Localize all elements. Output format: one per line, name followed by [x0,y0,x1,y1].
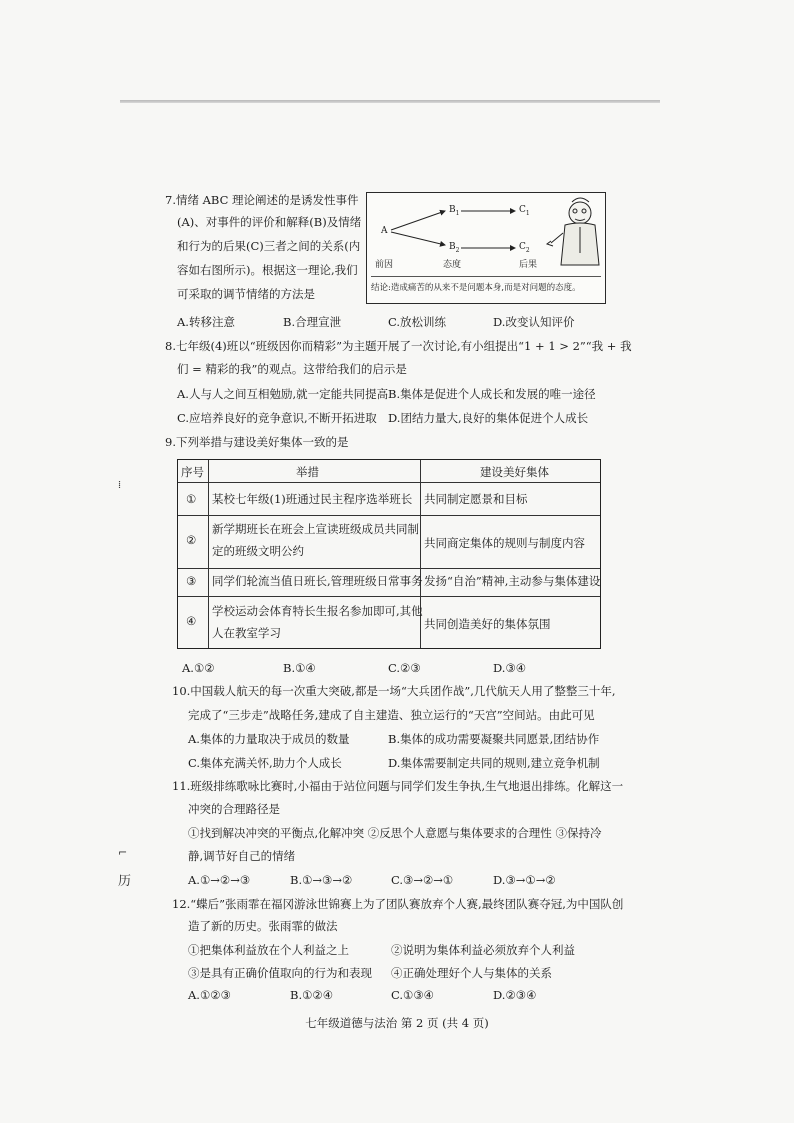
row-goal: 共同商定集体的规则与制度内容 [424,536,585,550]
margin-mark: ⌐ [118,846,128,859]
option-a: A.①→②→③ [188,873,251,887]
row-goal: 共同创造美好的集体氛围 [424,617,551,631]
option-d: D.②③④ [493,988,537,1002]
table-header: 序号 [181,465,204,479]
option-c: C.应培养良好的竞争意识,不断开拓进取 [177,411,377,425]
diagram-label-attitude: 态度 [443,260,462,270]
table-header: 建设美好集体 [480,465,549,479]
option-d: D.集体需要制定共同的规则,建立竞争机制 [388,756,600,770]
measures-table [177,459,601,649]
option-b: B.①④ [283,661,316,675]
option-a: A.①②③ [188,988,231,1002]
diagram-label-c1: $C_1$ [519,205,530,217]
diagram-label-result: 后果 [519,260,538,270]
question-text: 10.中国载人航天的每一次重大突破,都是一场“大兵团作战”,几代航天人用了整整三十年, [172,684,616,698]
question-text: 9.下列举措与建设美好集体一致的是 [165,435,349,449]
diagram-label-cause: 前因 [375,260,394,270]
row-measure: 同学们轮流当值日班长,管理班级日常事务 [212,574,423,588]
question-text: 造了新的历史。张雨霏的做法 [188,919,338,933]
row-measure: 定的班级文明公约 [212,544,304,558]
option-c: C.放松训练 [388,315,447,329]
statement: ③是具有正确价值取向的行为和表现 [188,966,372,980]
statement: ①把集体利益放在个人利益之上 [188,943,349,957]
row-measure: 人在教室学习 [212,626,281,640]
row-measure: 某校七年级(1)班通过民主程序选举班长 [212,492,413,506]
question-text: 和行为的后果(C)三者之间的关系(内 [177,239,361,253]
statement: ②说明为集体利益必须放弃个人利益 [391,943,575,957]
row-number: ④ [186,614,197,628]
table-divider [178,482,600,483]
option-d: D.团结力量大,良好的集体促进个人成长 [388,411,589,425]
question-text: ①找到解决冲突的平衡点,化解冲突 ②反思个人意愿与集体要求的合理性 ③保持冷 [188,826,602,840]
question-text: 可采取的调节情绪的方法是 [177,287,315,301]
option-b: B.①→③→② [290,873,353,887]
option-b: B.集体是促进个人成长和发展的唯一途径 [388,387,596,401]
top-rule [120,100,660,103]
question-text: 8.七年级(4)班以“班级因你而精彩”为主题开展了一次讨论,有小组提出“1 + 1 > 2”“我 + 我 [165,339,632,353]
diagram-conclusion: 结论:造成痛苦的从来不是问题本身,而是对问题的态度。 [371,276,601,293]
row-goal: 发扬“自治”精神,主动参与集体建设 [424,574,601,588]
row-measure: 新学期班长在班会上宣读班级成员共同制 [212,522,419,536]
question-text: 完成了“三步走”战略任务,建成了自主建造、独立运行的“天宫”空间站。由此可见 [188,708,595,722]
row-number: ③ [186,574,197,588]
question-text: (A)、对事件的评价和解释(B)及情绪 [177,215,362,229]
margin-mark: 历 [118,874,132,889]
diagram-label-a: A [381,226,388,236]
statement: ④正确处理好个人与集体的关系 [391,966,552,980]
option-c: C.①③④ [391,988,434,1002]
option-a: A.①② [182,661,215,675]
option-a: A.集体的力量取决于成员的数量 [188,732,350,746]
option-c: C.②③ [388,661,421,675]
option-a: A.转移注意 [177,315,235,329]
abc-diagram [366,192,606,304]
question-text: 容如右图所示)。根据这一理论,我们 [177,263,358,277]
page-footer: 七年级道德与法治 第 2 页 (共 4 页) [305,1016,489,1030]
option-b: B.集体的成功需要凝聚共同愿景,团结协作 [388,732,600,746]
question-text: 静,调节好自己的情绪 [188,849,296,863]
diagram-label-b1: $B_1$ [449,205,460,217]
cartoon-figure-icon [547,198,599,265]
option-a: A.人与人之间互相勉励,就一定能共同提高 [177,387,389,401]
option-b: B.①②④ [290,988,334,1002]
question-text: 12.“蝶后”张雨霏在福冈游泳世锦赛上为了团队赛放弃个人赛,最终团队赛夺冠,为中国队创 [172,897,624,911]
question-text: 7.情绪 ABC 理论阐述的是诱发性事件 [165,193,359,207]
option-b: B.合理宣泄 [283,315,342,329]
option-d: D.改变认知评价 [493,315,575,329]
question-text: 11.班级排练歌咏比赛时,小福由于站位问题与同学们发生争执,生气地退出排练。化解这一 [172,779,624,793]
diagram-label-c2: $C_2$ [519,242,530,254]
table-divider [178,515,600,516]
row-number: ① [186,492,197,506]
table-divider [178,596,600,597]
question-text: 冲突的合理路径是 [188,802,280,816]
row-goal: 共同制定愿景和目标 [424,492,528,506]
row-measure: 学校运动会体育特长生报名参加即可,其他 [212,604,423,618]
diagram-label-b2: $B_2$ [449,242,460,254]
row-number: ② [186,533,197,547]
option-c: C.③→②→① [391,873,454,887]
question-text: 们 = 精彩的我”的观点。这带给我们的启示是 [177,362,407,376]
table-header: 举措 [296,465,319,479]
margin-mark: ⁞ [118,478,122,491]
option-c: C.集体充满关怀,助力个人成长 [188,756,342,770]
option-d: D.③④ [493,661,527,675]
table-divider [178,568,600,569]
option-d: D.③→①→② [493,873,556,887]
table-divider [208,460,209,648]
